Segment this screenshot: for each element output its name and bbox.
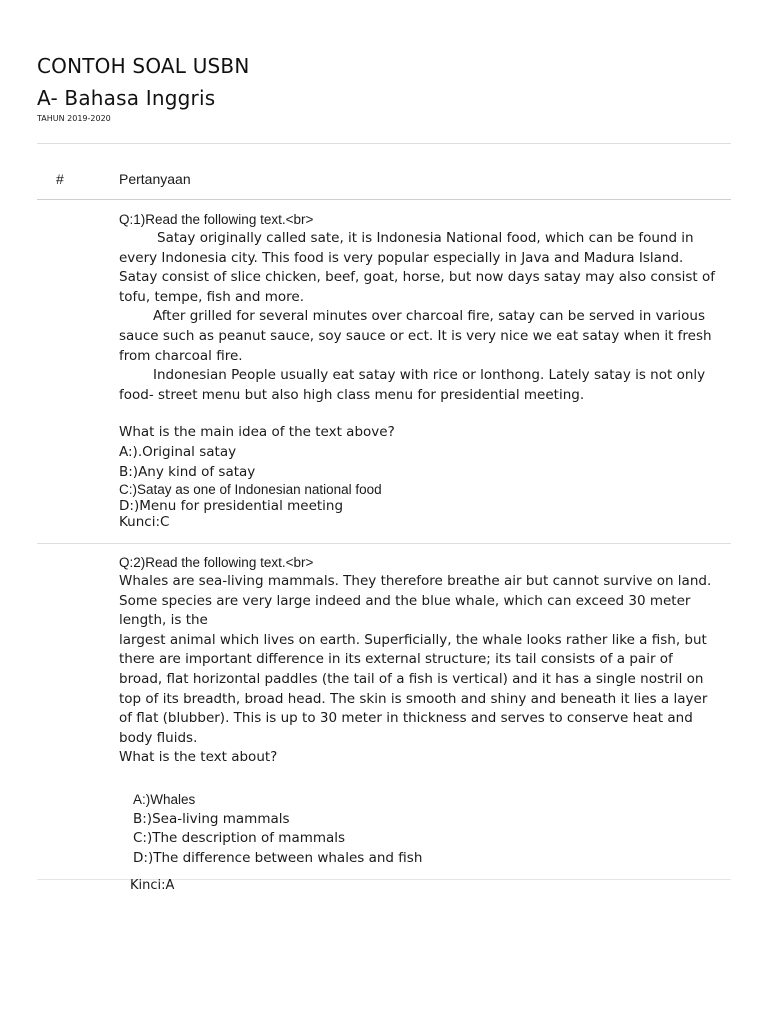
column-header-number: # — [56, 171, 64, 187]
document-year: TAHUN 2019-2020 — [37, 114, 111, 123]
question-1-option-a: A:).Original satay — [119, 443, 237, 460]
question-1-prompt: What is the main idea of the text above? — [119, 424, 395, 441]
question-2-options — [133, 790, 422, 868]
question-2-option-c: C:)The description of mammals — [133, 830, 346, 847]
question-2-option-a: A:)Whales — [133, 792, 196, 807]
question-2-heading: Q:2)Read the following text.<br> — [119, 555, 314, 570]
question-2-prompt: What is the text about? — [119, 749, 278, 766]
question-2-option-d: D:)The difference between whales and fish — [133, 849, 423, 866]
question-2 — [119, 554, 719, 768]
divider — [37, 543, 731, 544]
question-1 — [119, 211, 719, 530]
document-title: CONTOH SOAL USBN — [37, 54, 250, 78]
question-1-answer-key: Kunci:C — [119, 514, 170, 531]
column-header-question: Pertanyaan — [119, 171, 191, 187]
question-1-paragraph-3: Indonesian People usually eat satay with rice or lonthong. Lately satay is not only food- street menu but also high class menu for presidential meeting. — [119, 367, 706, 403]
divider — [37, 143, 731, 144]
question-1-heading: Q:1)Read the following text.<br> — [119, 212, 314, 227]
question-1-option-d: D:)Menu for presidential meeting — [119, 498, 344, 515]
document-subtitle: A- Bahasa Inggris — [37, 86, 216, 110]
question-2-answer-key: Kinci:A — [130, 878, 175, 893]
question-1-option-b: B:)Any kind of satay — [119, 463, 256, 480]
question-1-paragraph-1: Satay originally called sate, it is Indonesia National food, which can be found in every Indonesia city. This food is very popular especially in Java and Madura Island. Satay consist of slice chicken, beef, goat, horse, but now days satay may also consist of tofu, tempe, fish and more. — [119, 230, 716, 305]
question-2-paragraph-1: Whales are sea-living mammals. They therefore breathe air but cannot survive on land. Some species are very large indeed and the blue whale, which can exceed 30 meter length, is the — [119, 573, 712, 629]
question-1-paragraph-2: After grilled for several minutes over charcoal fire, satay can be served in various sauce such as peanut sauce, soy sauce or ect. It is very nice we eat satay when it fresh from charcoal fire. — [119, 308, 712, 364]
question-1-option-c: C:)Satay as one of Indonesian national food — [119, 482, 382, 498]
question-2-option-b: B:)Sea-living mammals — [133, 810, 290, 827]
divider — [37, 199, 731, 200]
question-2-paragraph-2: largest animal which lives on earth. Superficially, the whale looks rather like a fish, but there are important difference in its external structure; its tail consists of a pair of broad, flat horizontal paddles (the tail of a fish is vertical) and it has a single nostril on top of its breadth, broad head. The skin is smooth and shiny and beneath it lies a layer of flat (blubber). This is up to 30 meter in thickness and serves to conserve heat and body fluids. — [119, 631, 708, 746]
